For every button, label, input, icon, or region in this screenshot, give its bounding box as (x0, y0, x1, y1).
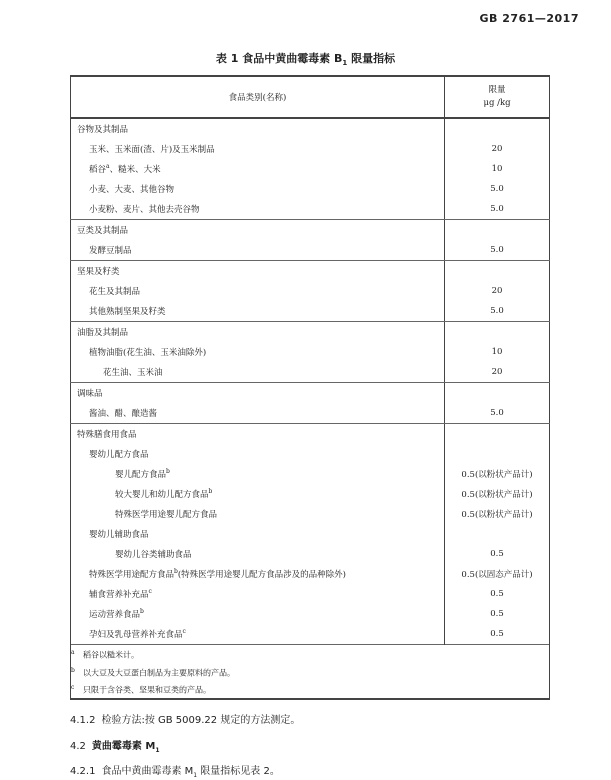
standard-code: GB 2761—2017 (479, 12, 579, 25)
column-header-food-category: 食品类别(名称) (71, 76, 445, 118)
table-row: 婴幼儿谷类辅助食品 0.5 (71, 544, 550, 564)
table-row: 特殊医学用途配方食品$^b$(特殊医学用途婴儿配方食品涉及的品种除外) 0.5(以固态产品计) (71, 564, 550, 584)
table-row: 植物油脂(花生油、玉米油除外) 10 (71, 342, 550, 362)
table-row: 花生及其制品 20 (71, 281, 550, 301)
table-row: 其他熟制坚果及籽类 5.0 (71, 301, 550, 322)
table-title: 表 1 食品中黄曲霉毒素 $B_1$ 限量指标 (215, 52, 396, 68)
table-row: 特殊医学用途婴儿配方食品 0.5(以粉状产品计) (71, 504, 550, 524)
table-row: 婴儿配方食品$^b$ 0.5(以粉状产品计) (71, 464, 550, 484)
table-row: 酱油、醋、酿造酱 5.0 (71, 403, 550, 424)
paragraph-4-1-2: 4.1.2 检验方法:按 GB 5009.22 规定的方法测定。 (70, 715, 301, 726)
table-row: 谷物及其制品 (71, 118, 550, 139)
column-header-limit: 限量 μg /kg (445, 76, 550, 118)
paragraph-4-2-1: 4.2.1 食品中黄曲霉毒素 $M_1$ 限量指标见表 2。 (70, 766, 280, 779)
table-row: 调味品 (71, 383, 550, 404)
table-row: 油脂及其制品 (71, 322, 550, 343)
table-row: 婴幼儿配方食品 (71, 444, 550, 464)
table-row: 特殊膳食用食品 (71, 424, 550, 445)
table-row: 婴幼儿辅助食品 (71, 524, 550, 544)
table-row: 运动营养食品$^b$ 0.5 (71, 604, 550, 624)
table-row: 较大婴儿和幼儿配方食品$^b$ 0.5(以粉状产品计) (71, 484, 550, 504)
section-heading-4-2: 4.2 黄曲霉毒素 $M_1$ (70, 741, 160, 754)
table-row: 小麦、大麦、其他谷物 5.0 (71, 179, 550, 199)
table-row: 花生油、玉米油 20 (71, 362, 550, 383)
table-note: $^c$ 只限于含谷类、坚果和豆类的产品。 (71, 684, 211, 695)
table-row: 豆类及其制品 (71, 220, 550, 241)
table-row: 玉米、玉米面(渣、片)及玉米制品 20 (71, 139, 550, 159)
table-notes (71, 645, 550, 699)
table-note: $^b$ 以大豆及大豆蛋白制品为主要原料的产品。 (71, 666, 235, 678)
table-row: 小麦粉、麦片、其他去壳谷物 5.0 (71, 199, 550, 220)
table-row: 发酵豆制品 5.0 (71, 240, 550, 261)
table-row: 坚果及籽类 (71, 261, 550, 282)
table-row: 孕妇及乳母营养补充食品$^c$ 0.5 (71, 624, 550, 645)
table-row: 稻谷$^a$、糙米、大米 10 (71, 159, 550, 179)
aflatoxin-limits-table (70, 75, 550, 700)
table-row: 辅食营养补充品$^c$ 0.5 (71, 584, 550, 604)
table-note: $^a$ 稻谷以糙米计。 (71, 649, 139, 660)
